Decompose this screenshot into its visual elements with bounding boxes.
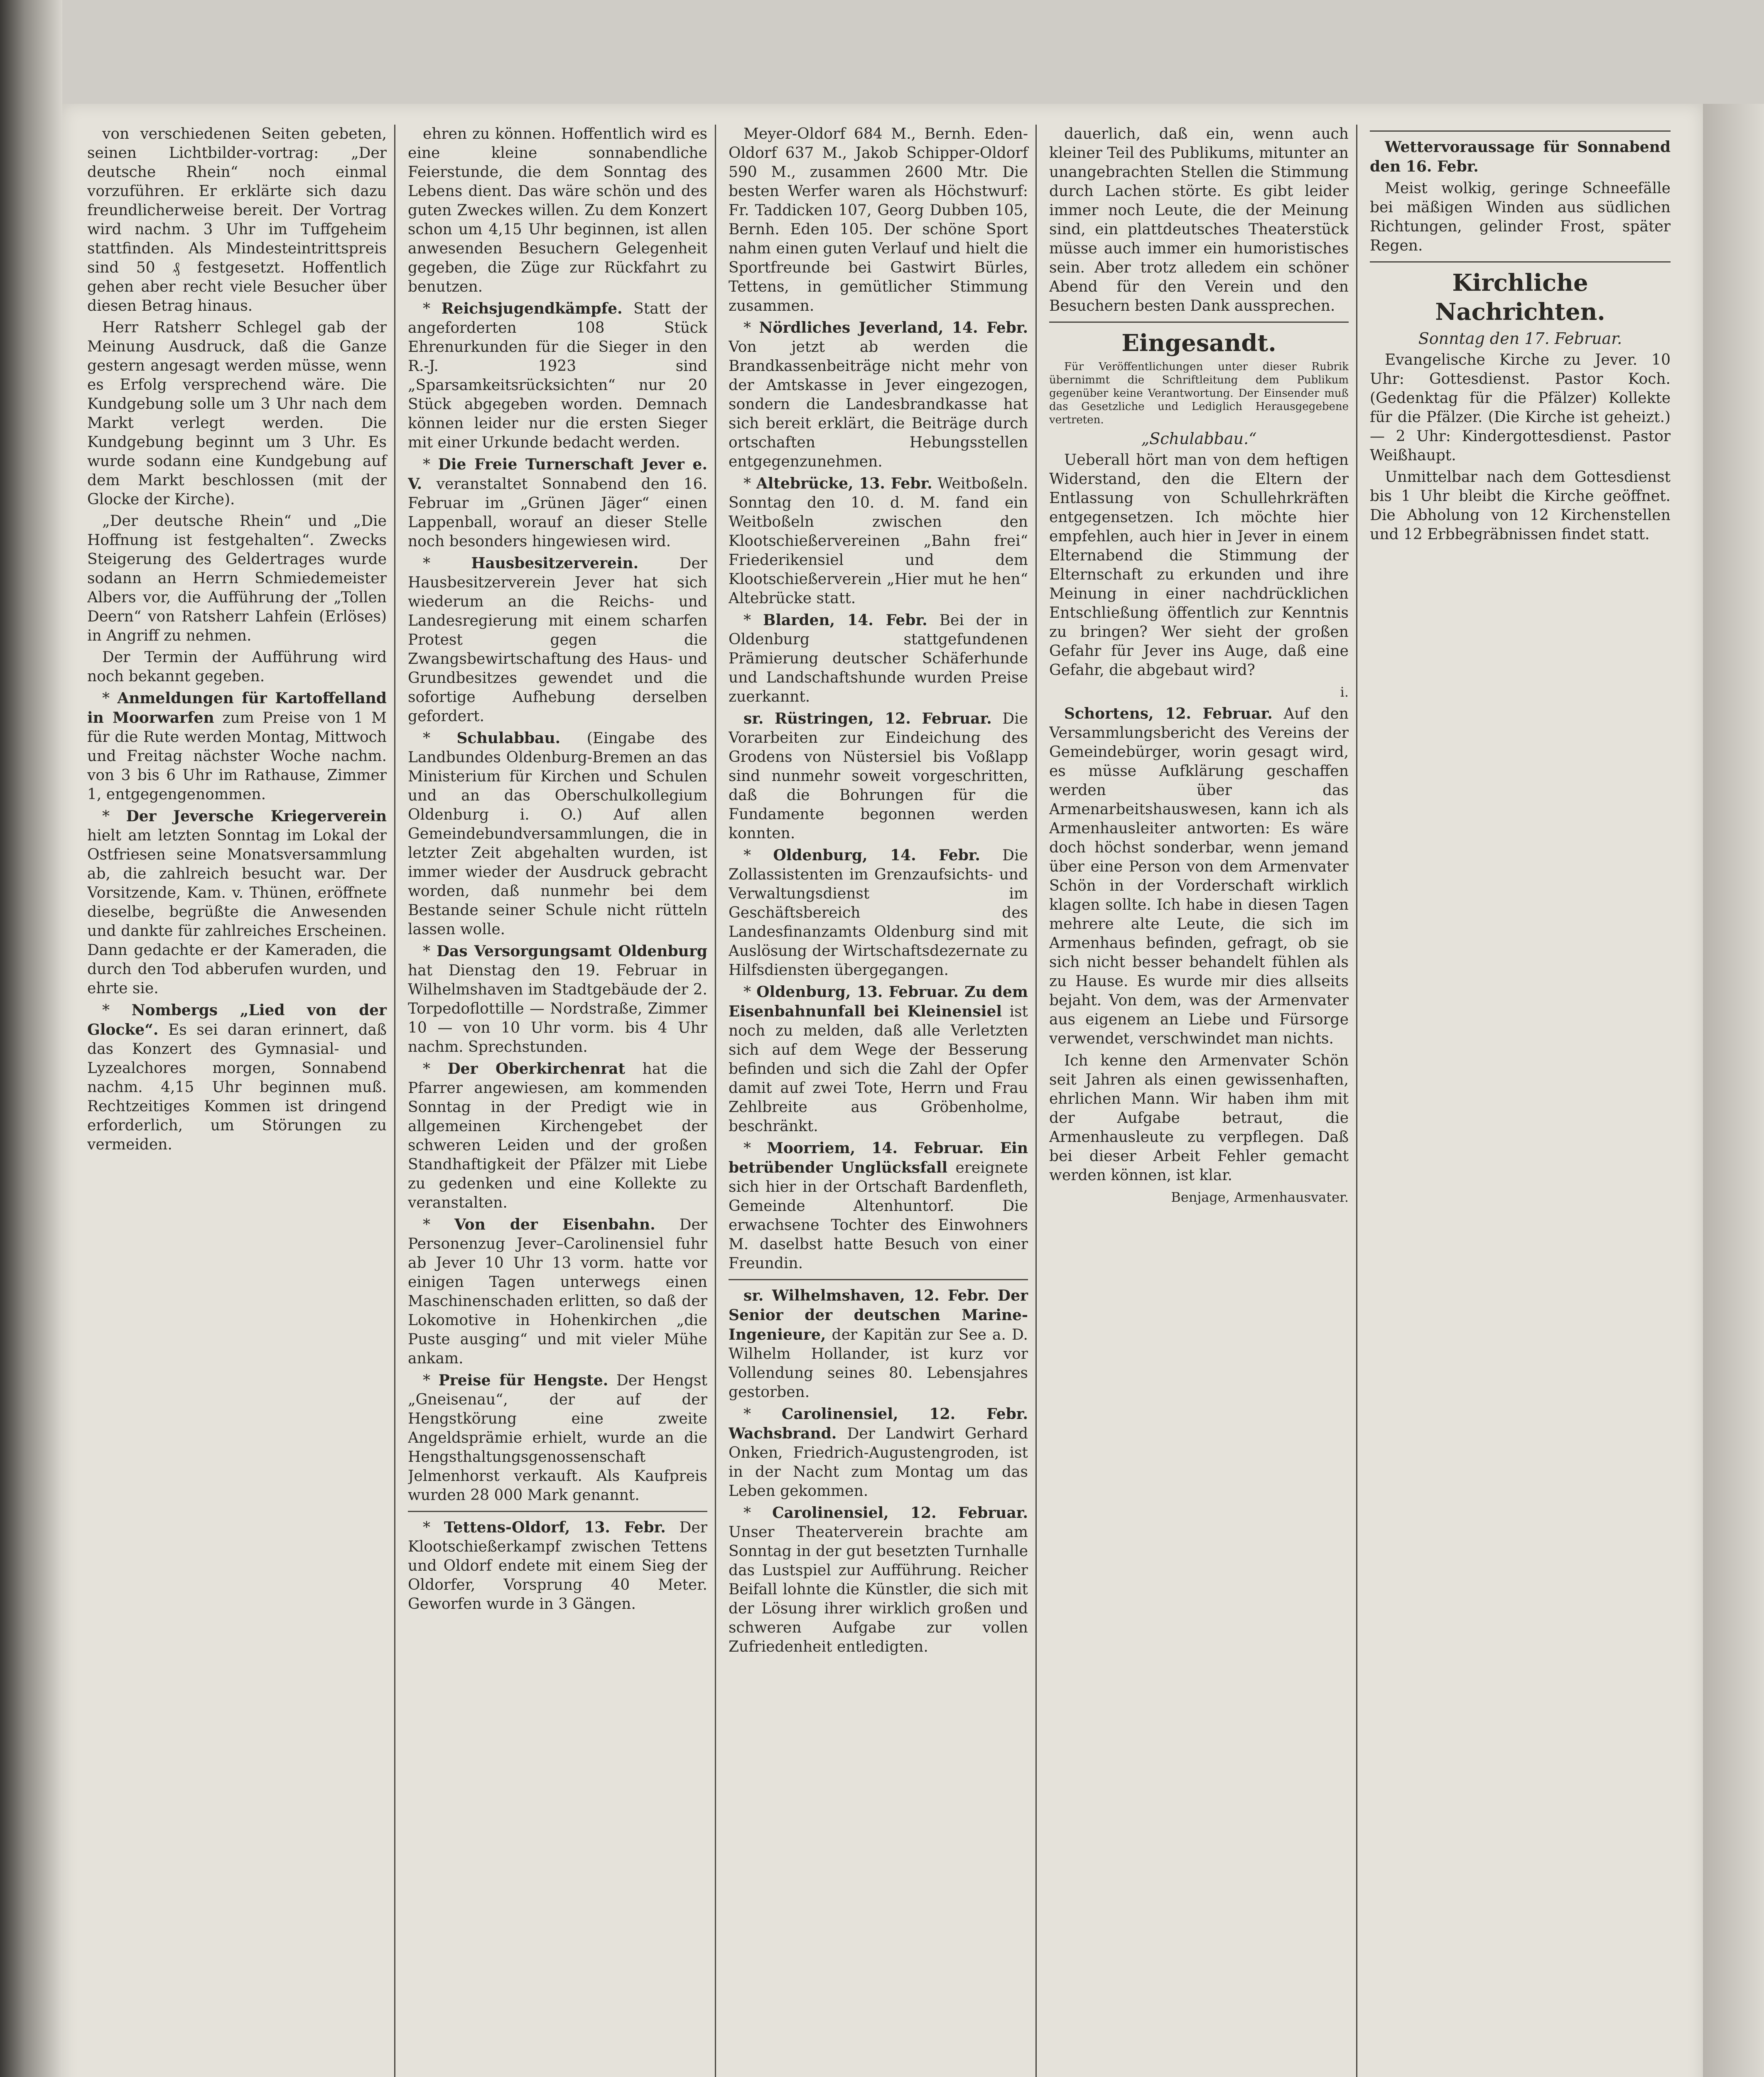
weather-title-text: Wettervoraussage für Sonnabend den 16. Febr. (1370, 138, 1671, 175)
article-lead: sr. Rüstringen, 12. Februar. (743, 710, 992, 727)
paragraph: „Der deutsche Rhein“ und „Die Hoffnung ist festgehalten“. Zwecks Steigerung des Geldertrages wurde sodann an Herrn Schmiedemeister Albers vor, die Aufführung der „Tollen Deern“ von Ratsherr Lahfein (Erlöses) in Angriff zu nehmen. (87, 513, 387, 644)
article: * Der Jeversche Kriegerverein hielt am letzten Sonntag im Lokal der Ostfriesen seine Monatsversammlung ab, die zahlreich besucht war. Der Vorsitzende, Kam. v. Thünen, eröffnete dieselbe, begrüßte die Anwesenden und dankte für zahlreiches Erscheinen. Dann gedachte er der Kameraden, die durch den Tod abberufen wurden, und ehrte sie. (87, 808, 387, 997)
eingesandt-text: Ueberall hört man von dem heftigen Widerstand, den die Eltern der Entlassung von Schullehrkräften entgegensetzen. Ich möchte hier empfehlen, auch hier in Jever in einem Elternabend die Stimmung der Elternschaft zu erkunden und ihre Meinung in einer nachdrücklichen Entschließung öffentlich zur Kenntnis zu bringen? Wer sieht der großen Gefahr für Jever ins Auge, daß eine Gefahr, die abgebaut wird? (1049, 452, 1349, 679)
paragraph: Der Termin der Aufführung wird noch bekannt gegeben. (87, 649, 387, 685)
signoff: Benjage, Armenhausvater. (1171, 1189, 1349, 1205)
article-text: Auf den Versammlungsbericht des Vereins der Gemeindebürger, worin gesagt wird, es müsse Aufklärung geschaffen werden über das Armenarbeitshauswesen, kann ich als Armenhausleiter antworten: Es wäre doch höchst sonderbar, wenn jemand über eine Person von dem Armenvater Schön in der Vorderschaft wirklich klagen sollte. Ich habe in diesen Tagen mehrere alte Leute, die sich im Armenhaus befinden, gefragt, ob sie sich nicht besser behandelt fühlen als zu Hause. Es wurde mir dies allseits bejaht. Von dem, was der Armenvater aus eigenem an Liebe und Fürsorge verwendet, verschwindet man nichts. (1049, 705, 1349, 1047)
divider (408, 1511, 707, 1512)
columns (87, 125, 1678, 2077)
article-lead: sr. Wilhelmshaven, 12. Febr. Der Senior der deutschen Marine-Ingenieure, (729, 1287, 1028, 1343)
church-text: Evangelische Kirche zu Jever. 10 Uhr: Gottesdienst. Pastor Koch. (Gedenktag für die Pfälzer) Kollekte für die Pfälzer. (Die Kirche ist geheizt.) — 2 Uhr: Kindergottesdienst. Pastor Weißhaupt. (1370, 351, 1671, 464)
paragraph: von verschiedenen Seiten gebeten, seinen Lichtbilder-vortrag: „Der deutsche Rhein“ noch einmal vorzuführen. Er erklärte sich dazu freundlicherweise bereit. Der Vortrag wird nachm. 3 Uhr im Tuffgeheim stattfinden. Als Mindesteintrittspreis sind 50 ₰ festgesetzt. Hoffentlich gehen aber recht viele Besucher über diesen Betrag hinaus. (87, 125, 387, 314)
eingesandt-heading: Eingesandt. (1121, 329, 1276, 357)
paragraph: Herr Ratsherr Schlegel gab der Meinung Ausdruck, daß die Ganze gestern angesagt werden müsse, wenn es Erfolg versprechend wäre. Die Kundgebung solle um 3 Uhr nach dem Markt verlegt werden. Die Kundgebung beginnt um 3 Uhr. Es wurde sodann eine Kundgebung auf dem Markt beschlossen (mit der Glocke der Kirche). (87, 319, 387, 508)
paragraph: ehren zu können. Hoffentlich wird es eine kleine sonnabendliche Feierstunde, die dem Sonntag des Lebens dient. Das wäre schön und des guten Zweckes willen. Zu dem Konzert schon um 4,15 Uhr beginnen, ist allen anwesenden Besuchern Gelegenheit gegeben, die Züge zur Rückfahrt zu benutzen. (408, 125, 707, 295)
article-text: Die Zollassistenten im Grenzaufsichts- und Verwaltungsdienst im Geschäftsbereich des Landesfinanzamts Oldenburg sind mit Auslösung der Wirtschaftsdezernate zu Hilfsdiensten übergegangen. (729, 847, 1028, 979)
article: * Blarden, 14. Febr. Bei der in Oldenburg stattgefundenen Prämierung deutscher Schäferhunde und Landschaftshunde wurden Preise zuerkannt. (729, 611, 1028, 705)
column-5 (1370, 125, 1678, 2077)
article-text: Ich kenne den Armenvater Schön seit Jahren als einen gewissenhaften, ehrlichen Mann. Wir haben ihm mit der Aufgabe betraut, die Armenhausleute zu verpflegen. Daß bei dieser Arbeit Fehler gemacht werden können, ist klar. (1049, 1052, 1349, 1184)
article: * Die Freie Turnerschaft Jever e. V. veranstaltet Sonnabend den 16. Februar im „Grünen Jäger“ einen Lappenball, worauf an dieser Stelle noch besonders hingewiesen wird. (408, 456, 707, 550)
article-text: Der Hengst „Gneisenau“, der auf der Hengstkörung eine zweite Angeldsprämie erhielt, wurde an die Hengsthaltungsgenossenschaft Jelmenhorst verkauft. Als Kaufpreis wurden 28 000 Mark genannt. (408, 1372, 707, 1504)
article (729, 709, 1028, 843)
article-text: hat Dienstag den 19. Februar in Wilhelmshaven im Stadtgebäude der 2. Torpedoflottille — Nordstraße, Zimmer 10 — von 10 Uhr vorm. bis 4 Uhr nachm. Sprechstunden. (408, 962, 707, 1056)
article: * Das Versorgungsamt Oldenburg hat Dienstag den 19. Februar in Wilhelmshaven im Stadtgebäude der 2. Torpedoflottille — Nordstraße, Zimmer 10 — von 10 Uhr vorm. bis 4 Uhr nachm. Sprechstunden. (408, 943, 707, 1056)
article-lead: Die Freie Turnerschaft Jever e. V. (408, 456, 707, 493)
article-lead: Oldenburg, 14. Febr. (773, 847, 980, 864)
article: * Der Oberkirchenrat hat die Pfarrer angewiesen, am kommenden Sonntag in der Predigt wie in allgemeinen Kirchengebet der schweren Leiden und der großen Standhaftigkeit der Pfälzer mit Liebe zu gedenken und eine Kollekte zu veranstalten. (408, 1060, 707, 1211)
article-text: Der Personenzug Jever–Carolinensiel fuhr ab Jever 10 Uhr 13 vorm. hatte vor einigen Tagen unterwegs einen Maschinenschaden erlitten, so daß der Lokomotive in Hohenkirchen „die Puste ausging“ und mit vieler Mühe ankam. (408, 1216, 707, 1367)
article-text: ereignete sich hier in der Ortschaft Bardenfleth, Gemeinde Altenhuntorf. Die erwachsene Tochter des Einwohners M. daselbst hatte Besuch von einer Freundin. (729, 1159, 1028, 1272)
article: * Altebrücke, 13. Febr. Weitboßeln. Sonntag den 10. d. M. fand ein Weitboßeln zwischen den Klootschießervereinen „Bahn frei“ Friederikensiel und dem Klootschießerverein „Hier mut he hen“ Altebrücke statt. (729, 475, 1028, 607)
article: * Nombergs „Lied von der Glocke“. Es sei daran erinnert, daß das Konzert des Gymnasial- und Lyzealchores morgen, Sonnabend nachm. 4,15 Uhr beginnen muß. Rechtzeitiges Kommen ist dringend erforderlich, um Störungen zu vermeiden. (87, 1002, 387, 1153)
article-lead: Das Versorgungsamt Oldenburg (436, 943, 707, 960)
book-spine (0, 0, 62, 2077)
column-3 (729, 125, 1037, 2077)
article: * Reichsjugendkämpfe. Statt der angeforderten 108 Stück Ehrenurkunden für die Sieger in den R.-J. 1923 sind „Sparsamkeitsrücksichten“ nur 20 Stück abgegeben worden. Demnach können leider nur die ersten Sieger mit einer Urkunde bedacht werden. (408, 300, 707, 451)
eingesandt-disclaimer: Für Veröffentlichungen unter dieser Rubrik übernimmt die Schriftleitung dem Publikum gegenüber keine Verantwortung. Der Einsender muß das Gesetzliche und Lediglich Herausgegebene vertreten. (1049, 361, 1349, 426)
article-text: Es sei daran erinnert, daß das Konzert des Gymnasial- und Lyzealchores morgen, Sonnabend nachm. 4,15 Uhr beginnen muß. Rechtzeitiges Kommen ist dringend erforderlich, um Störungen zu vermeiden. (87, 1021, 387, 1153)
church-heading: Kirchliche Nachrichten. (1435, 269, 1605, 326)
article-text: Bei der in Oldenburg stattgefundenen Prämierung deutscher Schäferhunde und Landschaftshunde wurden Preise zuerkannt. (729, 612, 1028, 705)
article-lead: Der Jeversche Kriegerverein (126, 808, 387, 825)
article-text: Die Vorarbeiten zur Eindeichung des Grodens von Nüstersiel bis Voßlapp sind nunmehr soweit vorgeschritten, daß die Bohrungen für die Fundamente begonnen werden konnten. (729, 710, 1028, 842)
article-lead: Tettens-Oldorf, 13. Febr. (444, 1519, 666, 1536)
column-1 (87, 125, 395, 2077)
article-lead: Anmeldungen für Kartoffelland in Moorwarfen (87, 690, 387, 727)
article: * Schulabbau. (Eingabe des Landbundes Oldenburg-Bremen an das Ministerium für Kirchen und Schulen und an das Oberschulkollegium Oldenburg i. O.) Auf allen Gemeindebundversammlungen, die in letzter Zeit abgehalten wurden, ist immer wieder der Ausdruck gebracht worden, daß nunmehr bei dem Bestande seiner Schule nicht rütteln lassen wolle. (408, 729, 707, 938)
article-text: ist noch zu melden, daß alle Verletzten sich auf dem Wege der Besserung befinden und sich die Zahl der Opfer damit auf zwei Tote, Herrn und Frau Zehlbreite aus Gröbenholme, beschränkt. (729, 1003, 1028, 1135)
newspaper-page (62, 104, 1703, 2077)
paragraph: Meyer-Oldorf 684 M., Bernh. Eden-Oldorf 637 M., Jakob Schipper-Oldorf 590 M., zusammen 2600 Mtr. Die besten Werfer waren als Höchstwurf: Fr. Taddicken 107, Georg Dubben 105, Bernh. Eden 105. Der schöne Sport nahm einen guten Verlauf und hielt die Sportfreunde bei Gastwirt Bürles, Tettens, in gemütlicher Stimmung zusammen. (729, 125, 1028, 314)
article-lead: Altebrücke, 13. Febr. (756, 475, 932, 492)
article-text: Der Hausbesitzerverein Jever hat sich wiederum an die Reichs- und Landesregierung mit einem scharfen Protest gegen die Zwangsbewirtschaftung des Haus- und Grundbesitzes gewendet und die sofortige Aufhebung derselben gefordert. (408, 555, 707, 725)
article-text: hielt am letzten Sonntag im Lokal der Ostfriesen seine Monatsversammlung ab, die zahlreich besucht war. Der Vorsitzende, Kam. v. Thünen, eröffnete dieselbe, begrüßte die Anwesenden und dankte für zahlreiches Erscheinen. Dann gedachte er der Kameraden, die durch den Tod abberufen wurden, und ehrte sie. (87, 827, 387, 997)
church-date: Sonntag den 17. Februar. (1418, 329, 1622, 348)
article-text: der Kapitän zur See a. D. Wilhelm Hollander, ist kurz vor Vollendung seines 80. Lebensjahres gestorben. (729, 1326, 1028, 1401)
article: * Hausbesitzerverein. Der Hausbesitzerverein Jever hat sich wiederum an die Reichs- und Landesregierung mit einem scharfen Protest gegen die Zwangsbewirtschaftung des Haus- und Grundbesitzes gewendet und die sofortige Aufhebung derselben gefordert. (408, 555, 707, 725)
article-lead: Moorriem, 14. Februar. Ein betrübender Unglücksfall (729, 1139, 1028, 1176)
article-lead: Oldenburg, 13. Februar. Zu dem Eisenbahnunfall bei Kleinensiel (729, 983, 1028, 1020)
article (1049, 704, 1349, 1048)
article-text: Weitboßeln. Sonntag den 10. d. M. fand ein Weitboßeln zwischen den Klootschießervereinen „Bahn frei“ Friederikensiel und dem Klootschießerverein „Hier mut he hen“ Altebrücke statt. (729, 475, 1028, 607)
article-lead: Schortens, 12. Februar. (1064, 705, 1273, 722)
article (729, 1286, 1028, 1402)
article: * Anmeldungen für Kartoffelland in Moorwarfen zum Preise von 1 M für die Rute werden Montag, Mittwoch und Freitag nächster Woche nachm. von 3 bis 6 Uhr im Rathause, Zimmer 1, entgegengenommen. (87, 690, 387, 803)
article-text: Statt der angeforderten 108 Stück Ehrenurkunden für die Sieger in den R.-J. 1923 sind „Sparsamkeitsrücksichten“ nur 20 Stück abgegeben worden. Demnach können leider nur die ersten Sieger mit einer Urkunde bedacht werden. (408, 300, 707, 451)
article-lead: Nördliches Jeverland, 14. Febr. (759, 319, 1028, 336)
page-edge (1703, 104, 1764, 2077)
divider (1049, 322, 1349, 323)
article: * Carolinensiel, 12. Februar. Unser Theaterverein brachte am Sonntag in der gut besetzten Turnhalle das Lustspiel zur Aufführung. Reicher Beifall lohnte die Künstler, die sich mit der Lösung ihrer wirklich großen und schweren Aufgabe zur vollen Zufriedenheit entledigten. (729, 1504, 1028, 1655)
article (1049, 1051, 1349, 1185)
article: * Oldenburg, 14. Febr. Die Zollassistenten im Grenzaufsichts- und Verwaltungsdienst im Geschäftsbereich des Landesfinanzamts Oldenburg sind mit Auslösung der Wirtschaftsdezernate zu Hilfsdiensten übergegangen. (729, 847, 1028, 979)
article-lead: Nombergs „Lied von der Glocke“. (87, 1002, 387, 1038)
article-text: hat die Pfarrer angewiesen, am kommenden Sonntag in der Predigt wie in allgemeinen Kirchengebet der schweren Leiden und der großen Standhaftigkeit der Pfälzer mit Liebe zu gedenken und eine Kollekte zu veranstalten. (408, 1061, 707, 1211)
article: * Tettens-Oldorf, 13. Febr. Der Klootschießerkampf zwischen Tettens und Oldorf endete mit einem Sieg der Oldorfer, Vorsprung 40 Meter. Geworfen wurde in 3 Gängen. (408, 1519, 707, 1613)
divider (1370, 261, 1671, 263)
article-lead: Carolinensiel, 12. Febr. Wachsbrand. (729, 1405, 1028, 1442)
article: * Carolinensiel, 12. Febr. Wachsbrand. Der Landwirt Gerhard Onken, Friedrich-Augustengroden, ist in der Nacht zum Montag um das Leben gekommen. (729, 1405, 1028, 1500)
weather-title (1370, 137, 1671, 177)
divider (729, 1279, 1028, 1280)
article: * Nördliches Jeverland, 14. Febr. Von jetzt ab werden die Brandkassenbeiträge nicht mehr von der Amtskasse in Jever eingezogen, sondern die Landesbrandkasse hat sich bereit erklärt, die Beiträge durch ortschaften Hebungsstellen entgegenzunehmen. (729, 319, 1028, 470)
article-lead: Carolinensiel, 12. Februar. (772, 1504, 1028, 1522)
article: * Oldenburg, 13. Februar. Zu dem Eisenbahnunfall bei Kleinensiel ist noch zu melden, daß alle Verletzten sich auf dem Wege der Besserung befinden und sich die Zahl der Opfer damit auf zwei Tote, Herrn und Frau Zehlbreite aus Gröbenholme, beschränkt. (729, 983, 1028, 1135)
article-lead: Schulabbau. (456, 729, 561, 747)
article-lead: Von der Eisenbahn. (454, 1216, 655, 1233)
article-text: veranstaltet Sonnabend den 16. Februar im „Grünen Jäger“ einen Lappenball, worauf an dieser Stelle noch besonders hingewiesen wird. (408, 476, 707, 550)
eingesandt-sign: i. (1340, 684, 1349, 700)
article-text: Unser Theaterverein brachte am Sonntag in der gut besetzten Turnhalle das Lustspiel zur Aufführung. Reicher Beifall lohnte die Künstler, die sich mit der Lösung ihrer wirklich großen und schweren Aufgabe zur vollen Zufriedenheit entledigten. (729, 1524, 1028, 1655)
article-lead: Hausbesitzerverein. (471, 555, 639, 572)
article-text: zum Preise von 1 M für die Rute werden Montag, Mittwoch und Freitag nächster Woche nachm. von 3 bis 6 Uhr im Rathause, Zimmer 1, entgegengenommen. (87, 710, 387, 803)
article-lead: Reichsjugendkämpfe. (441, 300, 623, 317)
article-text: Von jetzt ab werden die Brandkassenbeiträge nicht mehr von der Amtskasse in Jever eingezogen, sondern die Landesbrandkasse hat sich bereit erklärt, die Beiträge durch ortschaften Hebungsstellen entgegenzunehmen. (729, 339, 1028, 470)
column-2 (408, 125, 716, 2077)
article-lead: Der Oberkirchenrat (447, 1060, 626, 1078)
article-text: (Eingabe des Landbundes Oldenburg-Bremen an das Ministerium für Kirchen und Schulen und an das Oberschulkollegium Oldenburg i. O.) Auf allen Gemeindebundversammlungen, die in letzter Zeit abgehalten wurden, ist immer wieder der Ausdruck gebracht worden, daß nunmehr bei dem Bestande seiner Schule nicht rütteln lassen wolle. (408, 730, 707, 938)
article-lead: Blarden, 14. Febr. (763, 611, 927, 629)
article-text: Der Landwirt Gerhard Onken, Friedrich-Augustengroden, ist in der Nacht zum Montag um das Leben gekommen. (729, 1425, 1028, 1500)
article-lead: Preise für Hengste. (438, 1372, 608, 1389)
article: * Preise für Hengste. Der Hengst „Gneisenau“, der auf der Hengstkörung eine zweite Angeldsprämie erhielt, wurde an die Hengsthaltungsgenossenschaft Jelmenhorst verkauft. Als Kaufpreis wurden 28 000 Mark genannt. (408, 1372, 707, 1504)
article: * Moorriem, 14. Februar. Ein betrübender Unglücksfall ereignete sich hier in der Ortschaft Bardenfleth, Gemeinde Altenhuntorf. Die erwachsene Tochter des Einwohners M. daselbst hatte Besuch von einer Freundin. (729, 1139, 1028, 1272)
paragraph: dauerlich, daß ein, wenn auch kleiner Teil des Publikums, mitunter an unangebrachten Stellen die Stimmung durch Lachen störte. Es gibt leider immer noch Leute, die der Meinung sind, ein plattdeutsches Theaterstück müsse auch immer ein humoristisches sein. Aber trotz alledem ein schöner Abend für den Verein und den Besuchern besten Dank aussprechen. (1049, 125, 1349, 314)
weather-text: Meist wolkig, geringe Schneefälle bei mäßigen Winden aus südlichen Richtungen, gelinder Frost, später Regen. (1370, 180, 1671, 254)
church-text-2: Unmittelbar nach dem Gottesdienst bis 1 Uhr bleibt die Kirche geöffnet. Die Abholung von 12 Kirchenstellen und 12 Erbbegräbnissen findet statt. (1370, 469, 1671, 543)
eingesandt-title: „Schulabbau.“ (1141, 430, 1257, 448)
column-4 (1049, 125, 1357, 2077)
divider (1370, 130, 1671, 132)
article-text: Der Klootschießerkampf zwischen Tettens und Oldorf endete mit einem Sieg der Oldorfer, Vorsprung 40 Meter. Geworfen wurde in 3 Gängen. (408, 1519, 707, 1613)
article: * Von der Eisenbahn. Der Personenzug Jever–Carolinensiel fuhr ab Jever 10 Uhr 13 vorm. hatte vor einigen Tagen unterwegs einen Maschinenschaden erlitten, so daß der Lokomotive in Hohenkirchen „die Puste ausging“ und mit vieler Mühe ankam. (408, 1216, 707, 1367)
